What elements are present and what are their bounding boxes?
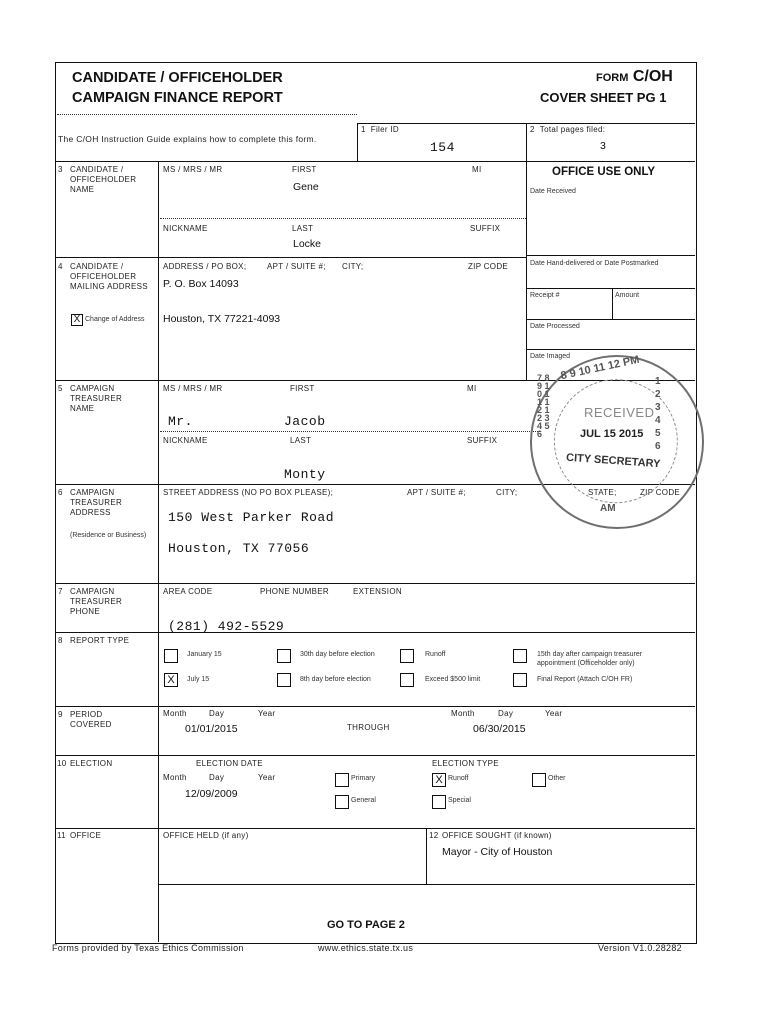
report-30day-checkbox[interactable] bbox=[277, 649, 291, 663]
form-code-value: C/OH bbox=[632, 68, 673, 85]
filer-id-value: 154 bbox=[430, 140, 455, 155]
treasurer-first-name: Jacob bbox=[284, 414, 326, 429]
election-runoff-label: Runoff bbox=[448, 775, 469, 782]
section7-ext-label: EXTENSION bbox=[353, 587, 402, 596]
report-30day-label: 30th day before election bbox=[300, 651, 375, 658]
section6-street-label: STREET ADDRESS (NO PO BOX PLEASE); bbox=[163, 488, 334, 497]
section3-nickname-label: NICKNAME bbox=[163, 224, 208, 233]
election-type-label: ELECTION TYPE bbox=[432, 759, 499, 768]
election-runoff-checkbox[interactable]: X bbox=[432, 773, 446, 787]
election-general-label: General bbox=[351, 797, 376, 804]
candidate-address-line2: Houston, TX 77221-4093 bbox=[163, 313, 281, 325]
stamp-right-arc: 1 2 3 4 5 6 bbox=[655, 376, 661, 452]
section4-city-label: CITY; bbox=[342, 262, 364, 271]
report-runoff-label: Runoff bbox=[425, 651, 446, 658]
section6-city-label: CITY; bbox=[496, 488, 518, 497]
date-received-label: Date Received bbox=[530, 188, 576, 195]
section8-number: 8 bbox=[58, 636, 63, 645]
section5-mi-label: MI bbox=[467, 384, 477, 393]
report-exceed-label: Exceed $500 limit bbox=[425, 676, 481, 683]
office-sought-value: Mayor - City of Houston bbox=[442, 846, 553, 858]
section6-number: 6 bbox=[58, 488, 63, 497]
section7-phone-label: PHONE NUMBER bbox=[260, 587, 329, 596]
section9-number: 9 bbox=[58, 710, 63, 719]
footer-version: Version V1.0.28282 bbox=[598, 943, 682, 953]
date-imaged-label: Date Imaged bbox=[530, 353, 571, 360]
section3-suffix-label: SUFFIX bbox=[470, 224, 501, 233]
total-pages-label: 2 Total pages filed: bbox=[530, 125, 606, 134]
election-special-checkbox[interactable] bbox=[432, 795, 446, 809]
section8-label: REPORT TYPE bbox=[70, 636, 130, 645]
candidate-first-name: Gene bbox=[293, 181, 319, 193]
section4-apt-label: APT / SUITE #; bbox=[267, 262, 326, 271]
section7-label: CAMPAIGN TREASURER PHONE bbox=[70, 587, 123, 616]
period-from-day-label: Day bbox=[209, 709, 225, 718]
election-day-label: Day bbox=[209, 773, 225, 782]
section3-ms-label: MS / MRS / MR bbox=[163, 165, 223, 174]
section6-apt-label: APT / SUITE #; bbox=[407, 488, 466, 497]
report-8day-checkbox[interactable] bbox=[277, 673, 291, 687]
election-other-label: Other bbox=[548, 775, 566, 782]
period-through-label: THROUGH bbox=[347, 723, 390, 732]
section4-zip-label: ZIP CODE bbox=[468, 262, 509, 271]
stamp-date: JUL 15 2015 bbox=[580, 428, 644, 440]
election-primary-checkbox[interactable] bbox=[335, 773, 349, 787]
stamp-bottom-arc: AM bbox=[600, 503, 616, 514]
section4-address-label: ADDRESS / PO BOX; bbox=[163, 262, 247, 271]
total-pages-value: 3 bbox=[600, 140, 606, 152]
report-final-label: Final Report (Attach C/OH FR) bbox=[537, 676, 633, 683]
section12-number: 12 bbox=[429, 831, 439, 840]
report-jul15-label: July 15 bbox=[187, 676, 210, 683]
instructions-text: The C/OH Instruction Guide explains how to complete this form. bbox=[58, 134, 317, 144]
amount-label: Amount bbox=[615, 292, 640, 299]
section11-number: 11 bbox=[57, 831, 66, 840]
section5-ms-label: MS / MRS / MR bbox=[163, 384, 223, 393]
section6-label: CAMPAIGN TREASURER ADDRESS bbox=[70, 488, 123, 517]
date-hand-label: Date Hand-delivered or Date Postmarked bbox=[530, 260, 659, 267]
section4-label: CANDIDATE / OFFICEHOLDER MAILING ADDRESS bbox=[70, 262, 148, 291]
treasurer-city: Houston, TX 77056 bbox=[168, 541, 310, 556]
section3-mi-label: MI bbox=[472, 165, 482, 174]
treasurer-last-name: Monty bbox=[284, 467, 326, 482]
report-8day-label: 8th day before election bbox=[300, 676, 371, 683]
report-jan15-label: January 15 bbox=[187, 651, 222, 658]
change-address-checkbox[interactable]: X bbox=[71, 314, 83, 326]
section3-first-label: FIRST bbox=[292, 165, 317, 174]
treasurer-prefix: Mr. bbox=[168, 414, 193, 429]
report-exceed-checkbox[interactable] bbox=[400, 673, 414, 687]
office-use-title: OFFICE USE ONLY bbox=[552, 166, 656, 178]
period-to-value: 06/30/2015 bbox=[473, 723, 526, 735]
election-other-checkbox[interactable] bbox=[532, 773, 546, 787]
receipt-label: Receipt # bbox=[530, 292, 560, 299]
header-divider bbox=[57, 114, 357, 115]
section5-last-label: LAST bbox=[290, 436, 312, 445]
election-date-label: ELECTION DATE bbox=[196, 759, 263, 768]
stamp-top-arc: 8 9 10 11 12 PM bbox=[559, 353, 641, 383]
election-primary-label: Primary bbox=[351, 775, 376, 782]
section3-label: CANDIDATE / OFFICEHOLDER NAME bbox=[70, 165, 137, 194]
section3-number: 3 bbox=[58, 165, 63, 174]
date-processed-label: Date Processed bbox=[530, 323, 580, 330]
form-title-line1: CANDIDATE / OFFICEHOLDER bbox=[72, 70, 283, 86]
report-15thday-label: 15th day after campaign treasurer appointment (Officeholder only) bbox=[537, 651, 643, 667]
treasurer-phone: (281) 492-5529 bbox=[168, 619, 285, 634]
section7-area-label: AREA CODE bbox=[163, 587, 213, 596]
stamp-received-label: RECEIVED bbox=[584, 405, 655, 420]
section6-zip-label: ZIP CODE bbox=[640, 488, 681, 497]
footer-website: www.ethics.state.tx.us bbox=[318, 943, 414, 953]
footer-provided: Forms provided by Texas Ethics Commission bbox=[52, 943, 244, 953]
report-jan15-checkbox[interactable] bbox=[164, 649, 178, 663]
filer-id-label: 1 Filer ID bbox=[361, 125, 399, 134]
office-held-label: OFFICE HELD (if any) bbox=[163, 831, 249, 840]
form-label: FORM bbox=[596, 72, 629, 84]
period-to-year-label: Year bbox=[545, 709, 563, 718]
period-to-month-label: Month bbox=[451, 709, 475, 718]
cover-sheet-label: COVER SHEET PG 1 bbox=[540, 90, 667, 105]
section5-number: 5 bbox=[58, 384, 63, 393]
stamp-office: CITY SECRETARY bbox=[565, 451, 661, 471]
section6-state-label: STATE; bbox=[588, 488, 617, 497]
treasurer-street: 150 West Parker Road bbox=[168, 510, 335, 525]
section5-suffix-label: SUFFIX bbox=[467, 436, 498, 445]
period-from-month-label: Month bbox=[163, 709, 187, 718]
section11-label: OFFICE bbox=[70, 831, 102, 840]
election-year-label: Year bbox=[258, 773, 276, 782]
report-final-checkbox[interactable] bbox=[513, 673, 527, 687]
section6-sublabel: (Residence or Business) bbox=[70, 532, 147, 539]
section5-label: CAMPAIGN TREASURER NAME bbox=[70, 384, 123, 413]
change-address-label: Change of Address bbox=[85, 316, 145, 323]
section9-label: PERIOD COVERED bbox=[70, 710, 112, 729]
section12-label: OFFICE SOUGHT (if known) bbox=[442, 831, 552, 840]
section5-nickname-label: NICKNAME bbox=[163, 436, 208, 445]
election-date-value: 12/09/2009 bbox=[185, 788, 238, 800]
form-title-line2: CAMPAIGN FINANCE REPORT bbox=[72, 90, 283, 106]
section4-number: 4 bbox=[58, 262, 63, 271]
election-general-checkbox[interactable] bbox=[335, 795, 349, 809]
period-to-day-label: Day bbox=[498, 709, 514, 718]
report-jul15-checkbox[interactable]: X bbox=[164, 673, 178, 687]
form-code bbox=[596, 68, 673, 86]
section3-last-label: LAST bbox=[292, 224, 314, 233]
candidate-last-name: Locke bbox=[293, 238, 322, 250]
goto-page2: GO TO PAGE 2 bbox=[327, 919, 405, 931]
candidate-address-line1: P. O. Box 14093 bbox=[163, 278, 239, 290]
period-from-value: 01/01/2015 bbox=[185, 723, 238, 735]
election-month-label: Month bbox=[163, 773, 187, 782]
report-15thday-checkbox[interactable] bbox=[513, 649, 527, 663]
period-from-year-label: Year bbox=[258, 709, 276, 718]
stamp-left-arc: 7 8 9 10 11 12 1 2 3 4 5 6 bbox=[537, 373, 550, 439]
section5-first-label: FIRST bbox=[290, 384, 315, 393]
section10-number: 10 bbox=[57, 759, 67, 768]
report-runoff-checkbox[interactable] bbox=[400, 649, 414, 663]
section10-label: ELECTION bbox=[70, 759, 113, 768]
election-special-label: Special bbox=[448, 797, 471, 804]
section7-number: 7 bbox=[58, 587, 63, 596]
